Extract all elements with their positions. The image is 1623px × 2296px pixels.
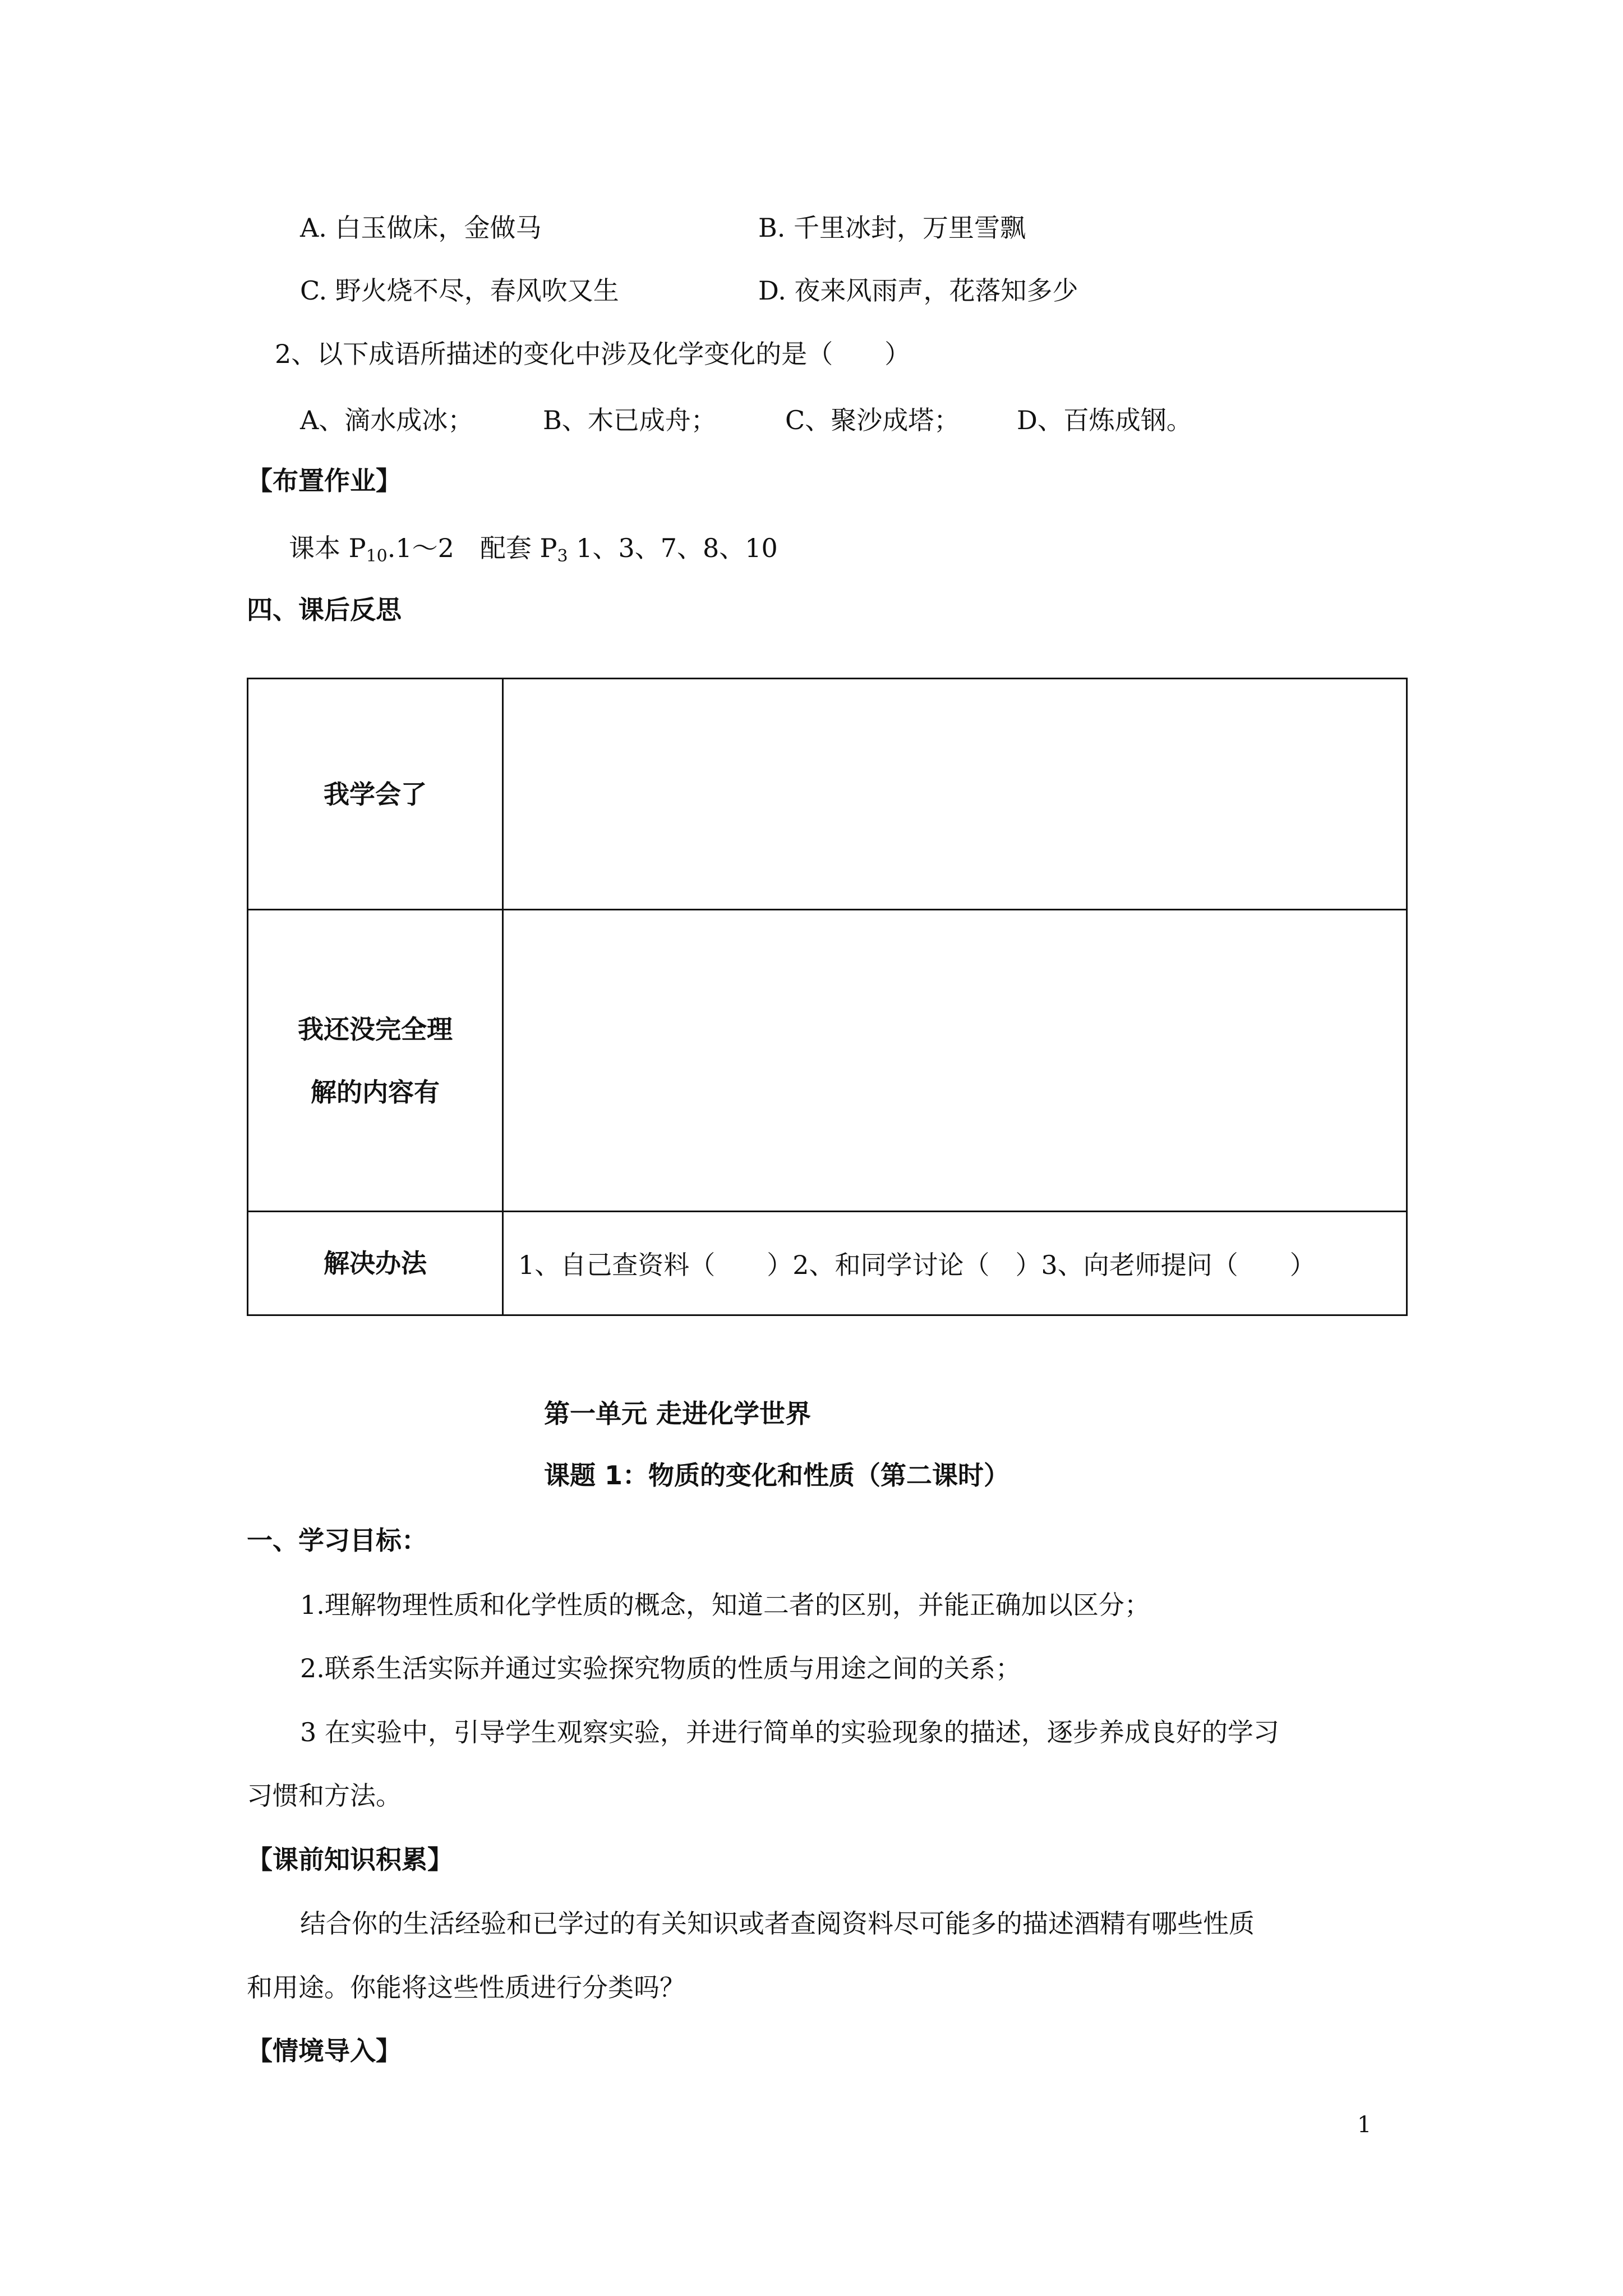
- unit-title: 第一单元 走进化学世界: [544, 1398, 811, 1429]
- q2-option-a: A、滴水成冰；: [300, 405, 474, 435]
- homework-prefix: 课本 P: [289, 533, 366, 563]
- objective-item-3: 3 在实验中，引导学生观察实验，并进行简单的实验现象的描述，逐步养成良好的学习: [300, 1717, 1279, 1747]
- homework-mid: .1～2 配套 P: [387, 533, 557, 563]
- q1-option-a: A. 白玉做床，金做马: [300, 213, 542, 243]
- q2-option-d: D、百炼成钢。: [1017, 405, 1192, 435]
- preclass-line-2: 和用途。你能将这些性质进行分类吗？: [247, 1972, 685, 2003]
- objective-item-1: 1.理解物理性质和化学性质的概念，知道二者的区别，并能正确加以区分；: [300, 1590, 1150, 1620]
- row-label-not-understood: [248, 910, 503, 1212]
- label-line-1: 我还没完全理: [298, 1014, 453, 1045]
- table-row: [248, 910, 1407, 1212]
- homework-suffix: 1、3、7、8、10: [568, 533, 778, 563]
- row-content-not-understood: [503, 910, 1407, 1212]
- q2-stem: 2、以下成语所描述的变化中涉及化学变化的是（ ）: [275, 339, 911, 369]
- q2-option-c: C、聚沙成塔；: [785, 405, 960, 435]
- lesson-title: 课题 1：物质的变化和性质（第二课时）: [544, 1460, 1010, 1490]
- homework-sub1: 10: [366, 546, 388, 566]
- row-content-solutions: 1、自己查资料（ ）2、和同学讨论（ ）3、向老师提问（ ）: [503, 1212, 1407, 1315]
- preclass-heading: 【课前知识积累】: [247, 1844, 453, 1875]
- scenario-heading: 【情境导入】: [247, 2036, 402, 2066]
- q2-option-b: B、木已成舟；: [543, 405, 717, 435]
- row-content-learned: [503, 679, 1407, 910]
- objective-item-2: 2.联系生活实际并通过实验探究物质的性质与用途之间的关系；: [300, 1653, 1021, 1683]
- homework-text: [289, 535, 778, 565]
- page-number: 1: [1357, 2112, 1372, 2138]
- table-row: [248, 679, 1407, 910]
- label-line-2: 解的内容有: [311, 1076, 440, 1107]
- q1-option-b: B. 千里冰封，万里雪飘: [758, 213, 1026, 243]
- preclass-line-1: 结合你的生活经验和已学过的有关知识或者查阅资料尽可能多的描述酒精有哪些性质: [300, 1908, 1255, 1939]
- objective-item-3-cont: 习惯和方法。: [247, 1780, 402, 1811]
- homework-sub2: 3: [557, 546, 568, 566]
- reflection-heading: 四、课后反思: [247, 595, 402, 625]
- objectives-heading: 一、学习目标：: [247, 1525, 427, 1556]
- row-label-solutions: 解决办法: [248, 1212, 503, 1315]
- q1-option-d: D. 夜来风雨声，花落知多少: [758, 275, 1078, 306]
- q1-option-c: C. 野火烧不尽，春风吹又生: [300, 275, 619, 306]
- homework-heading: 【布置作业】: [247, 466, 402, 496]
- table-row: [248, 1212, 1407, 1315]
- reflection-table: [247, 678, 1408, 1316]
- row-label-learned: 我学会了: [248, 679, 503, 910]
